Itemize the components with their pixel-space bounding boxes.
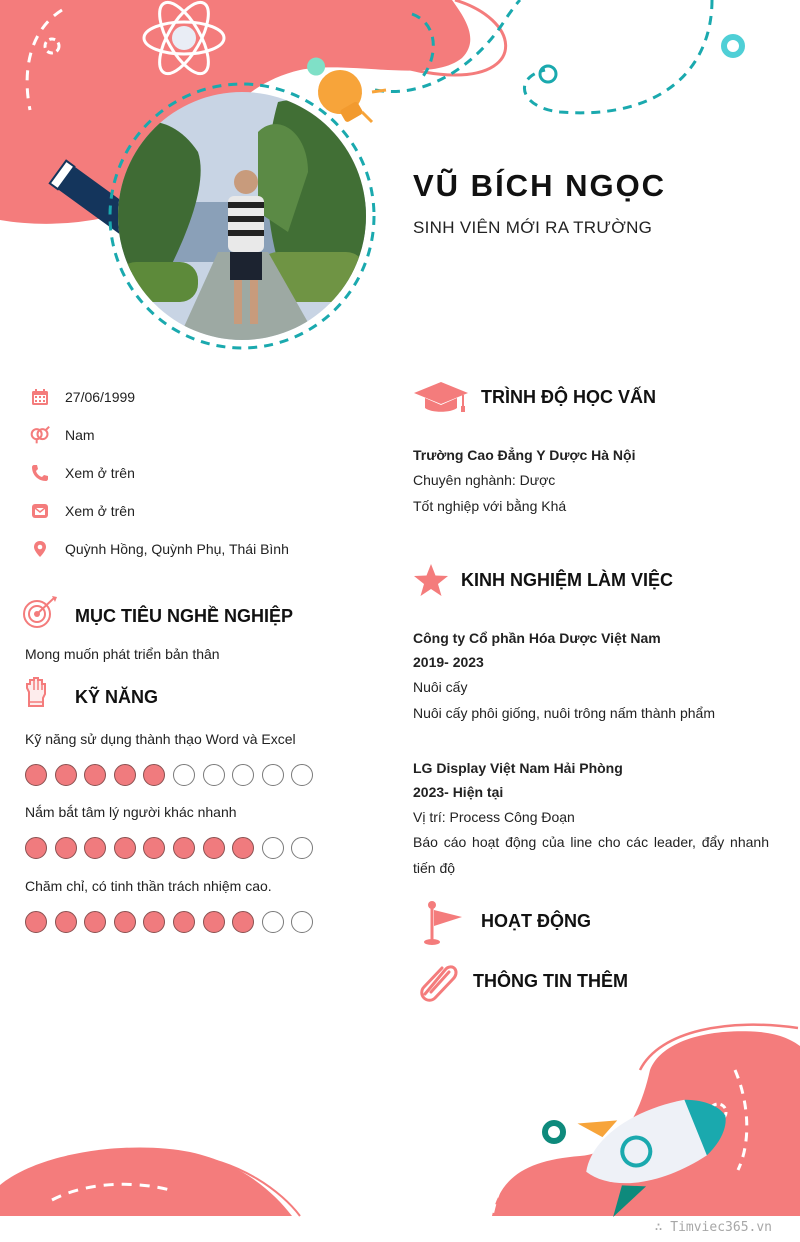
gender-icon: [30, 425, 50, 445]
job-company: Công ty Cổ phần Hóa Dược Việt Nam: [413, 630, 661, 646]
job-description: Báo cáo hoạt động của line cho các leader, đẩy nhanh tiến độ: [413, 834, 769, 876]
rating-dot-filled: [25, 911, 47, 933]
calendar-icon: [30, 387, 50, 407]
rating-dot-filled: [84, 764, 106, 786]
small-ring: [724, 37, 742, 55]
skill-rating: [25, 764, 313, 786]
rating-dot-filled: [173, 837, 195, 859]
hand-icon: [24, 676, 50, 713]
contact-email: [30, 499, 370, 523]
location-pin-icon: [30, 539, 50, 559]
contact-address-text: Quỳnh Hồng, Quỳnh Phụ, Thái Bình: [65, 541, 289, 557]
rating-dot-filled: [203, 837, 225, 859]
contact-gender-text: Nam: [65, 427, 95, 443]
email-icon: [30, 501, 50, 521]
skill-label: Kỹ năng sử dụng thành thạo Word và Excel: [25, 731, 296, 747]
skills-title: KỸ NĂNG: [75, 687, 159, 707]
job-description: Nuôi cấy phôi giống, nuôi trông nấm thành phẩm: [413, 705, 715, 721]
contact-email-text: Xem ở trên: [65, 503, 135, 519]
rating-dot-empty: [203, 764, 225, 786]
rating-dot-filled: [55, 764, 77, 786]
rating-dot-empty: [232, 764, 254, 786]
extra-info-title: THÔNG TIN THÊM: [473, 971, 628, 991]
contact-birthday-text: 27/06/1999: [65, 389, 136, 405]
rating-dot-filled: [143, 764, 165, 786]
rating-dot-empty: [262, 911, 284, 933]
target-icon: [22, 596, 58, 635]
rating-dot-filled: [173, 911, 195, 933]
objective-text: Mong muốn phát triển bản thân: [25, 646, 220, 662]
flag-icon: [420, 900, 464, 951]
job-position: Vị trí: Process Công Đoạn: [413, 809, 575, 825]
rating-dot-empty: [291, 764, 313, 786]
job-period: 2023- Hiện tại: [413, 784, 504, 800]
rating-dot-filled: [55, 911, 77, 933]
rating-dot-filled: [203, 911, 225, 933]
education-major: Chuyên nghành: Dược: [413, 472, 556, 488]
paperclip-icon: [417, 962, 459, 1007]
rating-dot-filled: [143, 837, 165, 859]
job-position: Nuôi cấy: [413, 679, 468, 695]
rating-dot-filled: [25, 764, 47, 786]
skill-rating: [25, 837, 313, 859]
activities-title: HOẠT ĐỘNG: [481, 911, 591, 931]
profile-photo-frame: [108, 82, 376, 350]
phone-icon: [30, 463, 50, 483]
dashed-curve-right: [524, 0, 712, 113]
footer-brand-text: Timviec365.vn: [670, 1220, 772, 1235]
skill-label: Chăm chỉ, có tinh thần trách nhiệm cao.: [25, 878, 272, 894]
profile-photo: [118, 92, 366, 340]
rating-dot-filled: [84, 837, 106, 859]
rating-dot-empty: [291, 911, 313, 933]
contact-address: [30, 537, 370, 561]
education-school: Trường Cao Đẳng Y Dược Hà Nội: [413, 447, 636, 463]
star-icon: [413, 563, 449, 602]
rating-dot-empty: [262, 837, 284, 859]
experience-title: KINH NGHIỆM LÀM VIỆC: [461, 570, 674, 590]
job-period: 2019- 2023: [413, 654, 484, 670]
candidate-role: SINH VIÊN MỚI RA TRƯỜNG: [413, 218, 653, 237]
rating-dot-filled: [232, 837, 254, 859]
brand-logo-icon: ∴: [654, 1220, 671, 1235]
rating-dot-filled: [232, 911, 254, 933]
contact-phone-text: Xem ở trên: [65, 465, 135, 481]
rating-dot-filled: [114, 837, 136, 859]
rating-dot-filled: [55, 837, 77, 859]
rating-dot-filled: [84, 911, 106, 933]
rating-dot-filled: [114, 764, 136, 786]
rating-dot-filled: [143, 911, 165, 933]
contact-phone: [30, 461, 370, 485]
skill-label: Nắm bắt tâm lý người khác nhanh: [25, 804, 237, 820]
education-title: TRÌNH ĐỘ HỌC VẤN: [481, 387, 656, 407]
rating-dot-filled: [114, 911, 136, 933]
education-result: Tốt nghiệp với bằng Khá: [413, 498, 567, 514]
contact-birthday: [30, 385, 370, 409]
footer-brand: [655, 1220, 772, 1235]
rating-dot-filled: [25, 837, 47, 859]
job-company: LG Display Việt Nam Hải Phòng: [413, 760, 623, 776]
rating-dot-empty: [173, 764, 195, 786]
candidate-name: VŨ BÍCH NGỌC: [413, 168, 667, 203]
contact-gender: [30, 423, 370, 447]
graduation-cap-icon: [413, 380, 469, 419]
rating-dot-empty: [262, 764, 284, 786]
bottom-left-blob: [0, 1147, 292, 1216]
skill-rating: [25, 911, 313, 933]
objective-title: MỤC TIÊU NGHỀ NGHIỆP: [75, 606, 294, 626]
rating-dot-empty: [291, 837, 313, 859]
